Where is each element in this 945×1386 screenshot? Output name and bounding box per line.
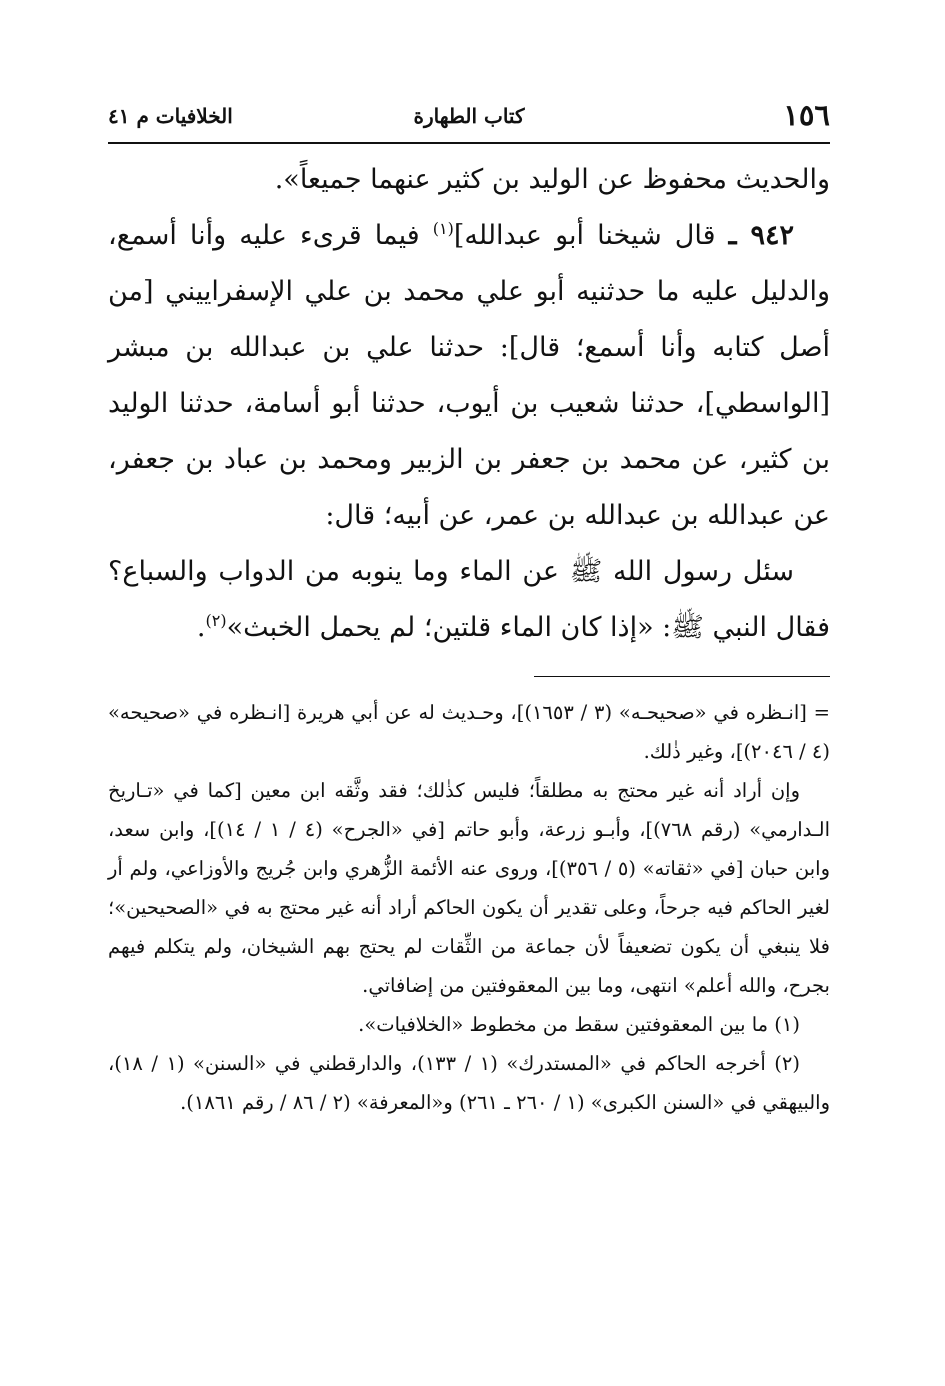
footnotes: [108, 693, 830, 1122]
footnote-marker-1: (١): [432, 219, 454, 238]
hadith-number: ٩٤٢ ـ: [728, 220, 794, 251]
narration-body: فيما قرىء عليه وأنا أسمع، والدليل عليه ما حدثنيه أبو علي محمد بن علي الإسفراييني [من أصل كتابه وأنا أسمع؛ قال]: حدثنا علي بن عبدالله بن مبشر [الواسطي]، حدثنا شعيب بن أيوب، حدثنا أبو أسامة، حدثنا الوليد بن كثير، عن محمد بن جعفر بن الزبير ومحمد بن عباد بن جعفر، عن عبدالله بن عبدالله بن عمر، عن أبيه؛ قال:: [108, 220, 830, 531]
hadith-text-opening: سئل رسول الله ﷺ عن الماء وما ينوبه من الدواب والسباع؟ فقال النبي ﷺ: «إذا كان الماء قلتين؛ لم يحمل الخبث»: [108, 556, 830, 643]
running-header: [108, 92, 830, 144]
footnote-2: (٢) أخرجه الحاكم في «المستدرك» (١ / ١٣٣)، والدارقطني في «السنن» (١ / ١٨)، والبيهقي في «السنن الكبرى» (١ / ٢٦٠ ـ ٢٦١) و«المعرفة» (٢ / ٨٦ / رقم ١٨٦١).: [108, 1052, 830, 1114]
footnote-divider: [534, 676, 830, 677]
main-text: [108, 152, 830, 656]
footnote-1: (١) ما بين المعقوفتين سقط من مخطوط «الخلافيات».: [358, 1013, 800, 1036]
page-number: ١٥٦: [783, 98, 830, 132]
hadith-text-end: .: [196, 612, 206, 643]
closing-line: والحديث محفوظ عن الوليد بن كثير عنهما جميعاً».: [274, 164, 830, 195]
book-page: [108, 92, 830, 1122]
narration-opening: قال شيخنا أبو عبدالله]: [453, 220, 729, 251]
chapter-title: كتاب الطهارة: [413, 104, 525, 128]
hadith-text: [108, 544, 830, 656]
hadith-paragraph: [108, 208, 830, 544]
footnote-commentary: وإن أراد أنه غير محتج به مطلقاً؛ فليس كذٰلك؛ فقد وثَّقه ابن معين [كما في «تـاريخ الـدارمي» (رقم ٧٦٨)]، وأبـو زرعة، وأبو حاتم [في «الجرح» (٤ / ١ / ١٤)]، وابن سعد، وابن حبان [في «ثقاته» (٥ / ٣٥٦)]، وروى عنه الأئمة الزُّهري وابن جُريج والأوزاعي، ولم أر لغير الحاكم فيه جرحاً، وعلى تقدير أن يكون الحاكم أراد أنه غير محتج به في «الصحيحين»؛ فلا ينبغي أن يكون تضعيفاً لأن جماعة من الثِّقات لم يحتج بهم الشيخان، ولم يتكلم فيهم بجرح، والله أعلم» انتهى، وما بين المعقوفتين من إضافاتي.: [108, 779, 831, 997]
footnote-continuation: = [انـظره في «صحيحـه» (٣ / ١٦٥٣)]، وحـديث له عن أبي هريرة [انـظره في «صحيحه» (٤ / ٢٠٤٦)]، وغير ذٰلك.: [108, 701, 831, 763]
footnote-marker-2: (٢): [205, 611, 227, 630]
volume-label: الخلافيات م ٤١: [108, 104, 233, 128]
